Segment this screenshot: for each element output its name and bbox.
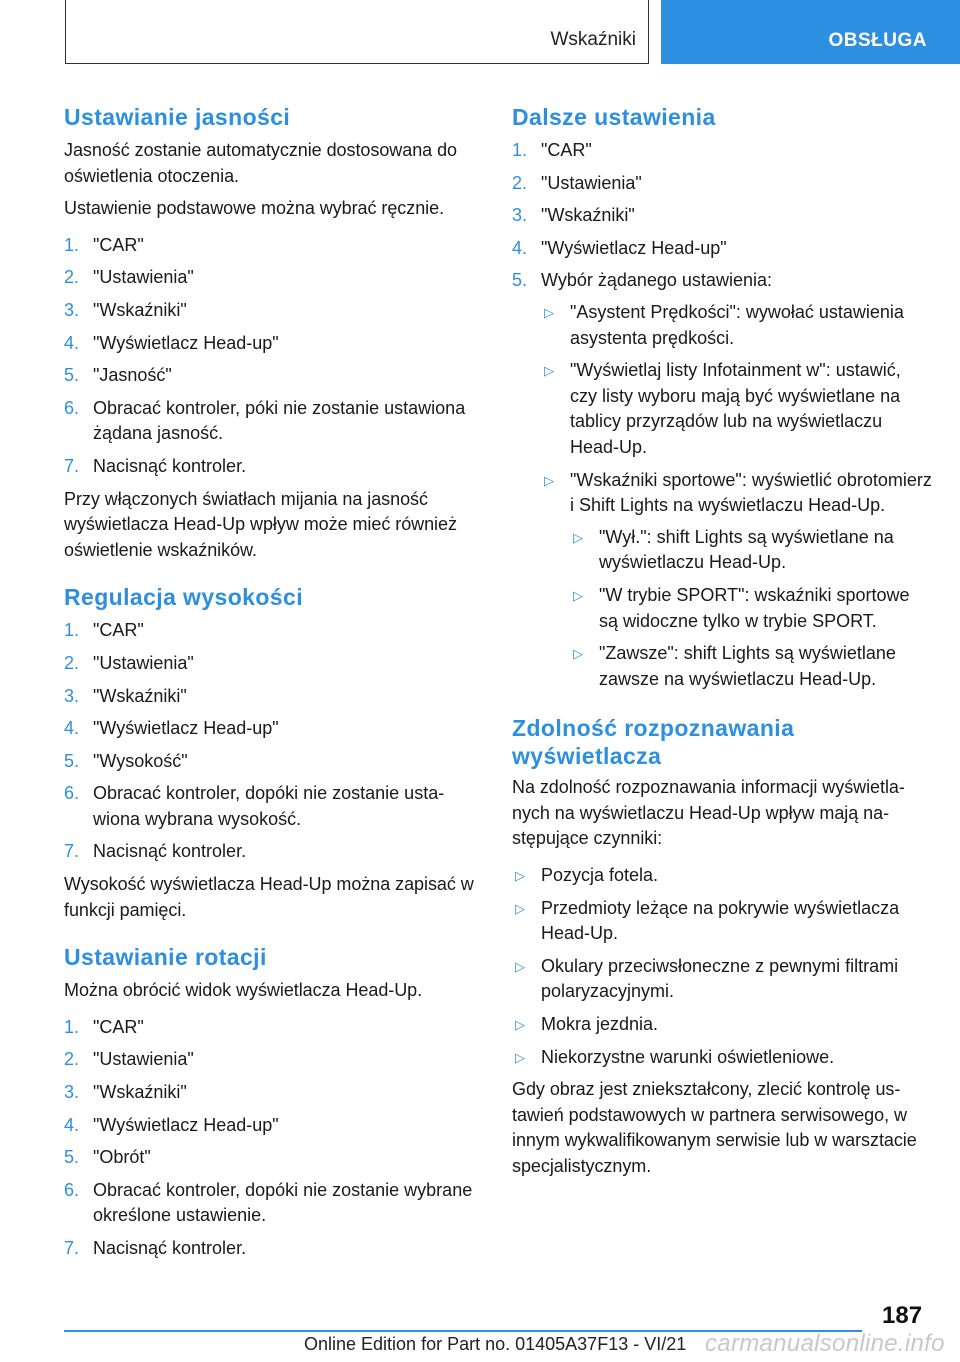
step-number: 6. [64, 783, 80, 804]
triangle-bullet-icon: ▷ [515, 1049, 525, 1065]
step-number: 5. [64, 365, 80, 386]
step-number: 3. [512, 205, 528, 226]
watermark: carmanualsonline.info [705, 1330, 945, 1357]
list-item: 7. Nacisnąć kontroler. [64, 839, 484, 865]
triangle-bullet-icon: ▷ [544, 472, 554, 488]
rotation-steps [64, 1015, 484, 1262]
triangle-bullet-icon: ▷ [544, 304, 554, 320]
step-number: 1. [64, 1016, 80, 1037]
brightness-steps [64, 233, 484, 480]
triangle-bullet-icon: ▷ [544, 363, 554, 379]
list-item: ▷ Pozycja fotela. [512, 863, 932, 889]
list-item: 7. Nacisnąć kontroler. [64, 1236, 484, 1262]
step-number: 2. [64, 1049, 80, 1070]
list-item: 6. Obracać kontroler, dopóki nie zostanie ustawiona wybrana wysokość. [64, 783, 445, 829]
triangle-bullet-icon: ▷ [515, 958, 525, 974]
list-item: 3. "Wskaźniki" [512, 203, 932, 229]
triangle-bullet-icon: ▷ [573, 587, 583, 603]
list-item: 2. "Ustawienia" [64, 265, 484, 291]
step-number: 5. [512, 270, 528, 291]
list-item: 3. "Wskaźniki" [64, 298, 484, 324]
header-section-box [65, 0, 649, 64]
list-item: 1. "CAR" [64, 1015, 484, 1041]
list-item: ▷ "Zawsze": shift Lights są wyświetlane zawsze na wyświetlaczu Head-Up. [573, 643, 896, 689]
list-item: 2. "Ustawienia" [512, 171, 932, 197]
chapter-tab-label: OBSŁUGA [828, 30, 927, 51]
step-number: 1. [64, 620, 80, 641]
heading-readability: Zdolność rozpoznawania wyświetlacza [512, 715, 795, 770]
brightness-note: Przy włączonych światłach mijania na jasność wyświetlacza Head-Up wpływ może mieć również oświetlenie wskaźników. [64, 488, 457, 560]
left-column [64, 103, 484, 1269]
list-item: ▷ "Wył.": shift Lights są wyświetlane na wyświetlaczu Head-Up. [573, 526, 894, 573]
heading-brightness: Ustawianie jasności [64, 104, 291, 130]
step-number: 7. [64, 455, 80, 476]
heading-further-settings: Dalsze ustawienia [512, 104, 716, 130]
list-item: 4. "Wyświetlacz Head-up" [512, 236, 932, 262]
list-item: ▷ "W trybie SPORT": wskaźniki sportowe są widoczne tylko w trybie SPORT. [573, 584, 910, 631]
edition-text: Online Edition for Part no. 01405A37F13 - VI/21 [304, 1334, 687, 1354]
readability-intro: Na zdolność rozpoznawania informacji wyświetlanych na wyświetlaczu Head-Up wpływ mają następujące czynniki: [512, 777, 905, 849]
further-options [541, 300, 932, 692]
triangle-bullet-icon: ▷ [573, 529, 583, 545]
page-number: 187 [882, 1302, 923, 1329]
list-item: ▷ Przedmioty leżące na pokrywie wyświetlacza Head-Up. [515, 897, 900, 944]
triangle-bullet-icon: ▷ [515, 900, 525, 916]
list-item: 2. "Ustawienia" [64, 1047, 484, 1073]
step-number: 6. [64, 1179, 80, 1200]
right-column [512, 103, 932, 1187]
height-note: Wysokość wyświetlacza Head-Up można zapisać w funkcji pamięci. [64, 874, 474, 920]
list-item: 7. Nacisnąć kontroler. [64, 454, 484, 480]
list-item: 2. "Ustawienia" [64, 651, 484, 677]
list-item: 4. "Wyświetlacz Head-up" [64, 331, 484, 357]
step-number: 5. [64, 1147, 80, 1168]
heading-height: Regulacja wysokości [64, 584, 303, 611]
step-number: 2. [64, 267, 80, 288]
step-number: 1. [512, 140, 528, 160]
list-item: 5. "Obrót" [64, 1145, 484, 1171]
list-item: ▷ "Wskaźniki sportowe": wyświetlić obrotomierz i Shift Lights na wyświetlaczu Head-Up. ▷ "Wył.": shift Lights są wyświetlane na wyświetlaczu Head-Up. ▷ "W trybie SPORT": wskaźniki sportowe są widoczne tylko w trybie SPORT. ▷ "Zawsze": shift Lights są wyświetlane zawsze na wyświetlaczu Head-Up. [541, 468, 932, 693]
list-item: 5. "Jasność" [64, 363, 484, 389]
list-item: ▷ "Wyświetlaj listy Infotainment w": ustawić, czy listy wyboru mają być wyświetlane na tablicy przyrządów lub na wyświetlaczu Head-Up. [544, 360, 901, 457]
readability-note: Gdy obraz jest zniekształcony, zlecić kontrolę ustawień podstawowych w partnera serwisowego, w innym wykwalifikowanym serwisie lub w warsztacie specjalistycznym. [512, 1079, 917, 1176]
step-number: 2. [64, 652, 80, 673]
brightness-intro-2: Ustawienie podstawowe można wybrać ręcznie. [64, 198, 445, 219]
step-number: 7. [64, 1238, 80, 1258]
triangle-bullet-icon: ▷ [573, 646, 583, 662]
step-number: 1. [64, 234, 80, 255]
step-number: 2. [512, 172, 528, 193]
height-steps [64, 618, 484, 865]
list-item: 6. Obracać kontroler, póki nie zostanie ustawiona żądana jasność. [64, 397, 466, 444]
step-number: 4. [64, 332, 80, 353]
step-number: 4. [512, 237, 528, 258]
section-title: Wskaźniki [550, 29, 636, 50]
triangle-bullet-icon: ▷ [515, 1017, 525, 1033]
list-item: ▷ Niekorzystne warunki oświetleniowe. [512, 1045, 932, 1071]
chapter-tab [661, 0, 960, 64]
list-item: 1. "CAR" [64, 618, 484, 644]
brightness-intro-1: Jasność zostanie automatycznie dostosowana do oświetlenia otoczenia. [64, 140, 457, 186]
triangle-bullet-icon: ▷ [515, 868, 525, 884]
list-item: 5. Wybór żądanego ustawienia: ▷ "Asystent Prędkości": wywołać ustawienia asystenta prędkości. ▷ "Wyświetlaj listy Infotainment w": ustawić, czy listy wyboru mają być wyświetlane na tablicy przyrządów lub na wyświetlaczu Head-Up. ▷ "Wskaźniki sportowe": wyświetlić obrotomierz i Shift Lights na wyświetlaczu Head-Up. ▷ "Wył.": shift Lights są wyświetlane na wyświetlaczu Head-Up. ▷ "W trybie SPORT": wskaźniki sportowe są widoczne tylko w trybie SPORT. ▷ "Zawsze": shift Lights są wyświetlane zawsze na wyświetlaczu Head-Up. [512, 268, 932, 692]
list-item: ▷ Mokra jezdnia. [512, 1012, 932, 1038]
step-number: 3. [64, 1082, 80, 1103]
sport-options [570, 525, 932, 693]
step-number: 4. [64, 1114, 80, 1135]
list-item: 3. "Wskaźniki" [64, 1080, 484, 1106]
step-number: 3. [64, 685, 80, 706]
list-item: 6. Obracać kontroler, dopóki nie zostanie wybrane określone ustawienie. [64, 1179, 473, 1226]
list-item: 5. "Wysokość" [64, 749, 484, 775]
step-number: 5. [64, 750, 80, 771]
step-number: 6. [64, 397, 80, 418]
list-item: 3. "Wskaźniki" [64, 684, 484, 710]
rotation-intro: Można obrócić widok wyświetlacza Head-Up. [64, 980, 423, 1001]
heading-rotation: Ustawianie rotacji [64, 944, 267, 971]
list-item: 4. "Wyświetlacz Head-up" [64, 716, 484, 742]
list-item: 1. "CAR" [64, 233, 484, 259]
list-item: 4. "Wyświetlacz Head-up" [64, 1113, 484, 1139]
further-steps [512, 138, 932, 692]
step-number: 7. [64, 841, 80, 862]
list-item: ▷ Okulary przeciwsłoneczne z pewnymi filtrami polaryzacyjnymi. [515, 955, 899, 1002]
step-number: 4. [64, 718, 80, 739]
step-number: 3. [64, 299, 80, 320]
readability-factors [512, 863, 932, 1070]
list-item: 1. "CAR" [512, 138, 932, 164]
list-item: ▷ "Asystent Prędkości": wywołać ustawienia asystenta prędkości. [544, 301, 904, 348]
